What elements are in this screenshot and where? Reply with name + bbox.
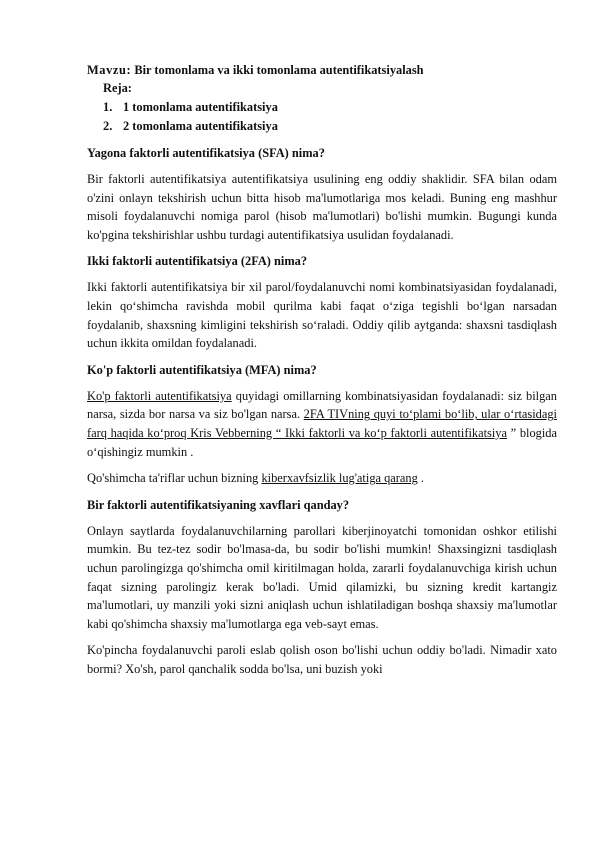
section-heading-mfa: Ko'p faktorli autentifikatsiya (MFA) nima? — [87, 362, 317, 377]
blog-link[interactable]: 2FA TIVning quyi to‘plami bo‘lib, ular o‘rtasidagi farq haqida ko‘proq Kris Vebberning “ Ikki faktorli va ko‘p faktorli autentifikatsiya — [87, 407, 557, 440]
plan-item-text: 2 tomonlama autentifikatsiya — [123, 119, 278, 133]
section-paragraph-risks-1: Onlayn saytlarda foydalanuvchilarning parollari kiberjinoyatchi tomonidan oshkor etilishi mumkin. Bu tez-tez sodir bo'lmasa-da, bu sodir bo'lishi mumkin! Shaxsingizni tasdiqlash uchun parolingizga qo'shimcha omil kiritilmagan holda, zararli foydalanuvchiga kirish uchun faqat sizning parolingiz kerak bo'ladi. Umid qilamizki, bu sizning kredit kartangiz ma'lumotlari, uy manzili yoki sizni aniqlash uchun ishlatiladigan boshqa shaxsiy ma'lumotlar kabi qo'shimcha shaxsiy ma'lumotlarga ega veb-sayt emas. — [87, 523, 557, 631]
title-text: Bir tomonlama va ikki tomonlama autentifikatsiyalash — [134, 63, 424, 77]
page-title — [87, 61, 557, 79]
plan-item-text: 1 tomonlama autentifikatsiya — [123, 100, 278, 114]
title-label: Mavzu: — [87, 63, 132, 77]
section-paragraph-mfa — [87, 387, 557, 461]
plan-label: Reja: — [103, 81, 132, 95]
glossary-paragraph — [87, 469, 557, 488]
plan-item — [103, 98, 557, 117]
section-paragraph-sfa: Bir faktorli autentifikatsiya autentifikatsiya usulining eng oddiy shaklidir. SFA bilan odam o'zini onlayn tekshirish uchun bitta hisob ma'lumotlariga mos keladi. Buning eng mashhur misoli foydalanuvchi nomiga parol (hisob ma'lumotlari) bo'lishi mumkin. Bugungi kunda ko'pgina tekshirishlar ushbu turdagi autentifikatsiya usulidan foydalanadi. — [87, 172, 557, 242]
plan-item — [103, 117, 557, 136]
plan-item-number: 2. — [103, 119, 113, 133]
section-paragraph-risks-2: Ko'pincha foydalanuvchi paroli eslab qolish oson bo'lishi uchun oddiy bo'ladi. Nimadir xato bormi? Xo'sh, parol qanchalik sodda bo'lsa, uni buzish yoki — [87, 643, 557, 676]
mfa-text-1: quyidagi omillarning kombinatsiyasidan foydalanadi: siz bilgan narsa, sizda bor narsa va siz bo'lgan narsa. — [87, 388, 558, 422]
section-heading-risks: Bir faktorli autentifikatsiyaning xavflari qanday? — [87, 497, 350, 512]
section-heading-2fa: Ikki faktorli autentifikatsiya (2FA) nima? — [87, 254, 308, 269]
glossary-end: . — [417, 471, 425, 486]
mfa-link[interactable]: Ko'p faktorli autentifikatsiya — [87, 388, 232, 403]
glossary-text: Qo'shimcha ta'riflar uchun bizning — [87, 471, 262, 486]
document-body — [87, 61, 557, 686]
section-paragraph-2fa: Ikki faktorli autentifikatsiya bir xil parol/foydalanuvchi nomi kombinatsiyasidan foydalanadi, lekin qo‘shimcha ravishda mobil qurilma kabi faqat o‘ziga tegishli bo‘lgan narsadan foydalanib, shaxsning kimligini tekshirish so‘raladi. Oddiy qilib aytganda: shaxsni tasdiqlash uchun ikkita omildan foydalanadi. — [87, 280, 557, 351]
glossary-link[interactable]: kiberxavfsizlik lug'atiga qarang — [261, 471, 418, 486]
plan-item-number: 1. — [103, 100, 113, 114]
plan-list — [87, 98, 557, 136]
section-heading-sfa: Yagona faktorli autentifikatsiya (SFA) nima? — [87, 146, 325, 160]
mfa-text-2: ” blogida o‘qishingiz mumkin . — [87, 425, 557, 459]
